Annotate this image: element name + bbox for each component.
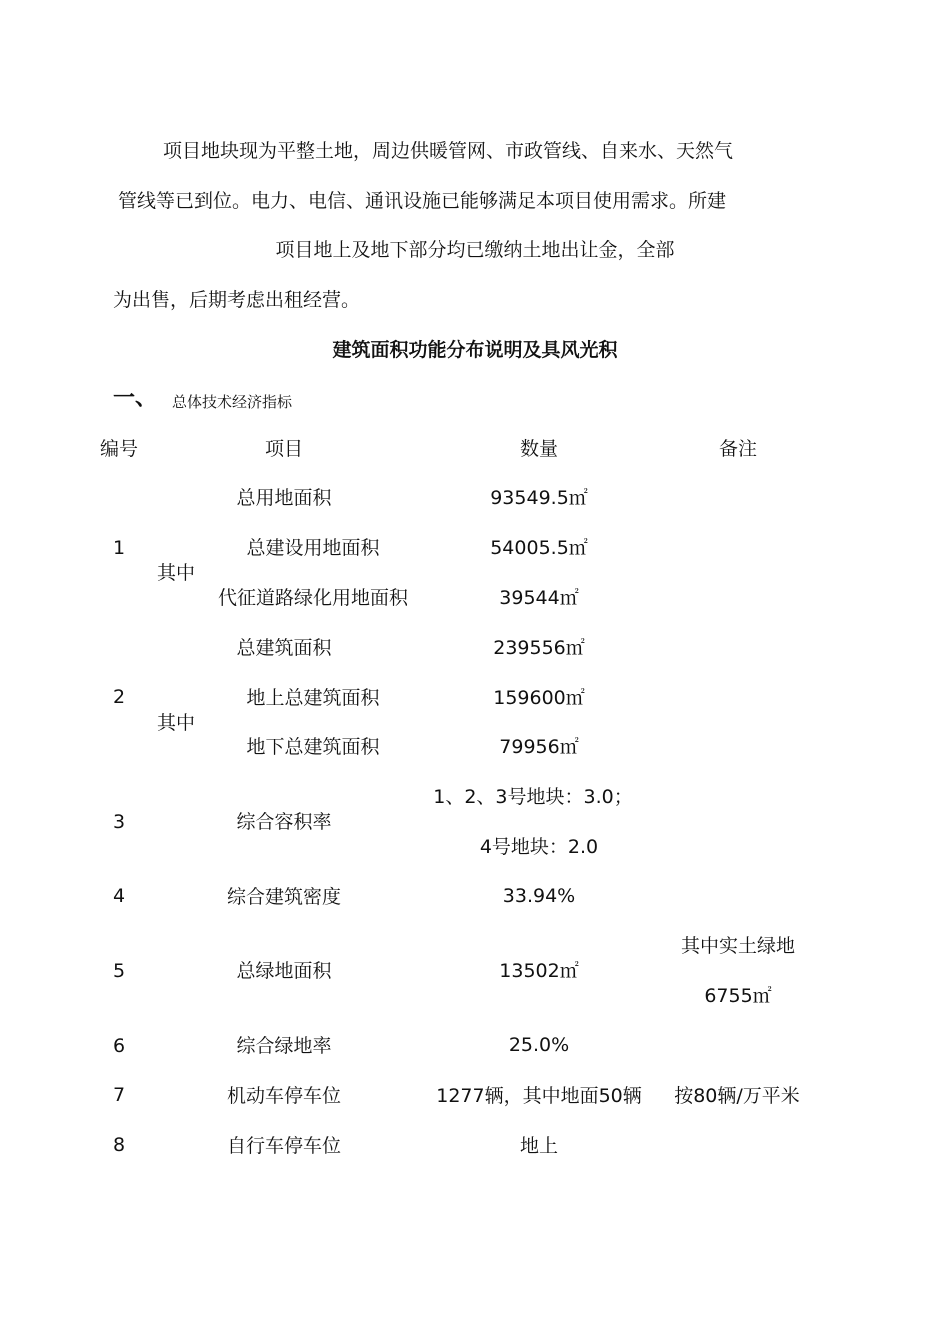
table-cell: 其中 (156, 562, 196, 584)
table-cell: 2 (112, 686, 126, 708)
subsection-number: 一、 (113, 386, 158, 411)
table-cell: 4 (112, 885, 126, 907)
table-cell: 33.94% (502, 885, 576, 907)
table-cell: 3 (112, 811, 126, 833)
table-cell: 1 (112, 537, 126, 559)
table-cell: 239556㎡ (493, 637, 585, 659)
table-cell: 159600㎡ (493, 687, 585, 709)
table-cell: 总用地面积 (236, 487, 332, 509)
table-cell: 1、2、3号地块：3.0； (433, 786, 633, 808)
header-note: 备注 (718, 438, 758, 460)
table-cell: 地上 (519, 1135, 559, 1157)
table-cell: 54005.5㎡ (490, 537, 588, 559)
table-cell: 13502㎡ (499, 960, 579, 982)
section-title: 建筑面积功能分布说明及具风光积 (332, 339, 618, 361)
header-no: 编号 (99, 438, 139, 460)
table-cell: 其中 (156, 712, 196, 734)
table-cell: 6 (112, 1035, 126, 1057)
table-cell: 综合绿地率 (236, 1035, 332, 1057)
table-cell: 代征道路绿化用地面积 (217, 587, 409, 609)
table-cell: 8 (112, 1134, 126, 1156)
intro-line-2: 管线等已到位。电力、电信、通讯设施已能够满足本项目使用需求。所建 (118, 190, 727, 212)
table-cell: 总建设用地面积 (246, 537, 380, 559)
table-cell: 79956㎡ (499, 736, 579, 758)
table-cell: 4号地块：2.0 (479, 836, 599, 858)
table-cell: 总建筑面积 (236, 637, 332, 659)
table-cell: 93549.5㎡ (490, 487, 588, 509)
table-cell: 5 (112, 960, 126, 982)
header-item: 项目 (264, 438, 304, 460)
table-cell: 综合建筑密度 (226, 886, 342, 908)
table-cell: 地上总建筑面积 (246, 687, 380, 709)
header-qty: 数量 (519, 438, 559, 460)
table-cell: 按80辆/万平米 (674, 1085, 800, 1107)
intro-line-1: 项目地块现为平整土地，周边供暖管网、市政管线、自来水、天然气 (163, 140, 734, 162)
subsection-title: 总体技术经济指标 (172, 393, 293, 411)
table-cell: 综合容积率 (236, 811, 332, 833)
table-cell: 39544㎡ (499, 587, 579, 609)
intro-line-4: 为出售，后期考虑出租经营。 (113, 289, 361, 311)
table-cell: 6755㎡ (704, 985, 772, 1007)
table-cell: 其中实土绿地 (680, 935, 796, 957)
intro-line-3: 项目地上及地下部分均已缴纳土地出让金，全部 (275, 239, 675, 261)
table-cell: 地下总建筑面积 (246, 736, 380, 758)
table-cell: 自行车停车位 (226, 1135, 342, 1157)
table-cell: 25.0% (508, 1034, 570, 1056)
table-cell: 1277辆，其中地面50辆 (436, 1085, 642, 1107)
table-cell: 机动车停车位 (226, 1085, 342, 1107)
table-cell: 7 (112, 1084, 126, 1106)
table-cell: 总绿地面积 (236, 960, 332, 982)
